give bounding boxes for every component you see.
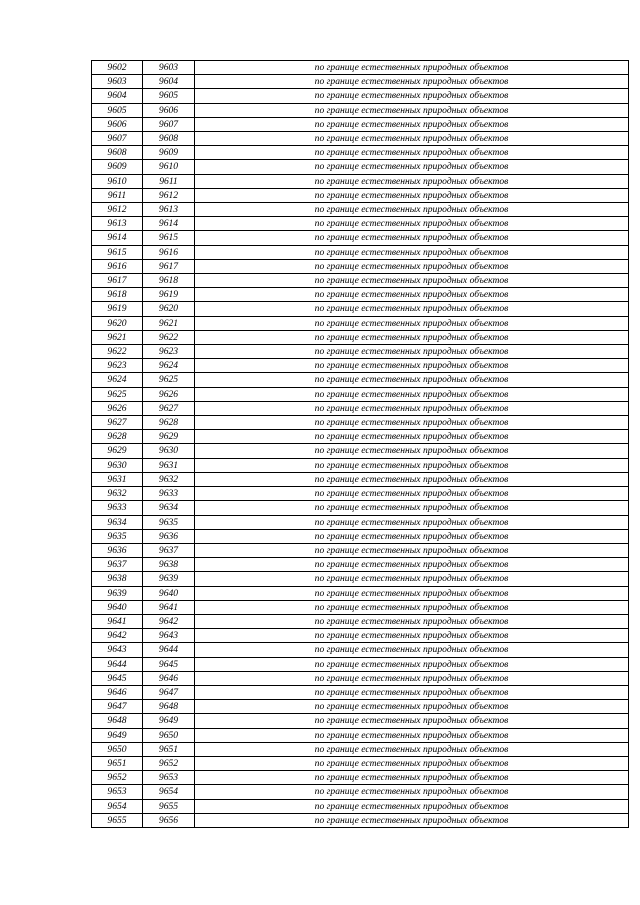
boundary-description-cell: по границе естественных природных объектов	[195, 472, 629, 486]
point-to-cell: 9627	[143, 401, 195, 415]
boundary-description-cell: по границе естественных природных объектов	[195, 643, 629, 657]
table-row	[92, 785, 629, 799]
point-from-cell: 9648	[92, 714, 143, 728]
table-row	[92, 629, 629, 643]
table-row	[92, 401, 629, 415]
point-from-cell: 9620	[92, 316, 143, 330]
table-row	[92, 728, 629, 742]
point-from-cell: 9636	[92, 543, 143, 557]
table-row	[92, 359, 629, 373]
table-row	[92, 799, 629, 813]
point-to-cell: 9620	[143, 302, 195, 316]
point-to-cell: 9653	[143, 771, 195, 785]
boundary-description-cell: по границе естественных природных объектов	[195, 160, 629, 174]
table-row	[92, 487, 629, 501]
table-row	[92, 458, 629, 472]
point-from-cell: 9639	[92, 586, 143, 600]
point-to-cell: 9617	[143, 259, 195, 273]
point-from-cell: 9633	[92, 501, 143, 515]
table-row	[92, 600, 629, 614]
table-row	[92, 316, 629, 330]
point-to-cell: 9629	[143, 430, 195, 444]
point-to-cell: 9624	[143, 359, 195, 373]
table-row	[92, 657, 629, 671]
point-from-cell: 9652	[92, 771, 143, 785]
point-to-cell: 9607	[143, 117, 195, 131]
point-to-cell: 9639	[143, 572, 195, 586]
point-from-cell: 9651	[92, 756, 143, 770]
point-to-cell: 9648	[143, 700, 195, 714]
boundary-description-cell: по границе естественных природных объектов	[195, 813, 629, 827]
point-from-cell: 9616	[92, 259, 143, 273]
point-from-cell: 9654	[92, 799, 143, 813]
boundary-description-cell: по границе естественных природных объектов	[195, 458, 629, 472]
table-row	[92, 217, 629, 231]
boundary-description-cell: по границе естественных природных объектов	[195, 501, 629, 515]
point-from-cell: 9617	[92, 274, 143, 288]
boundary-description-cell: по границе естественных природных объектов	[195, 529, 629, 543]
point-to-cell: 9628	[143, 416, 195, 430]
point-from-cell: 9632	[92, 487, 143, 501]
boundary-description-cell: по границе естественных природных объектов	[195, 785, 629, 799]
point-from-cell: 9622	[92, 345, 143, 359]
point-to-cell: 9654	[143, 785, 195, 799]
table-row	[92, 558, 629, 572]
table-row	[92, 89, 629, 103]
table-row	[92, 259, 629, 273]
table-row	[92, 61, 629, 75]
table-row	[92, 671, 629, 685]
boundary-description-cell: по границе естественных природных объектов	[195, 103, 629, 117]
boundary-description-cell: по границе естественных природных объектов	[195, 288, 629, 302]
boundary-description-cell: по границе естественных природных объектов	[195, 61, 629, 75]
point-to-cell: 9652	[143, 756, 195, 770]
point-from-cell: 9602	[92, 61, 143, 75]
table-row	[92, 416, 629, 430]
point-to-cell: 9609	[143, 146, 195, 160]
point-to-cell: 9644	[143, 643, 195, 657]
point-to-cell: 9655	[143, 799, 195, 813]
point-to-cell: 9605	[143, 89, 195, 103]
boundary-description-cell: по границе естественных природных объектов	[195, 174, 629, 188]
table-row	[92, 444, 629, 458]
point-to-cell: 9638	[143, 558, 195, 572]
table-row	[92, 501, 629, 515]
point-from-cell: 9635	[92, 529, 143, 543]
point-to-cell: 9604	[143, 75, 195, 89]
boundary-description-cell: по границе естественных природных объектов	[195, 771, 629, 785]
point-to-cell: 9603	[143, 61, 195, 75]
point-to-cell: 9645	[143, 657, 195, 671]
point-to-cell: 9636	[143, 529, 195, 543]
boundary-description-cell: по границе естественных природных объектов	[195, 600, 629, 614]
boundary-description-cell: по границе естественных природных объектов	[195, 657, 629, 671]
boundary-description-cell: по границе естественных природных объектов	[195, 728, 629, 742]
point-from-cell: 9647	[92, 700, 143, 714]
table-row	[92, 515, 629, 529]
point-from-cell: 9612	[92, 203, 143, 217]
point-to-cell: 9640	[143, 586, 195, 600]
boundary-description-cell: по границе естественных природных объектов	[195, 742, 629, 756]
table-row	[92, 742, 629, 756]
point-from-cell: 9627	[92, 416, 143, 430]
table-row	[92, 387, 629, 401]
boundary-description-cell: по границе естественных природных объектов	[195, 714, 629, 728]
boundary-description-cell: по границе естественных природных объектов	[195, 302, 629, 316]
point-to-cell: 9616	[143, 245, 195, 259]
point-to-cell: 9650	[143, 728, 195, 742]
point-to-cell: 9641	[143, 600, 195, 614]
point-to-cell: 9634	[143, 501, 195, 515]
point-from-cell: 9609	[92, 160, 143, 174]
boundary-description-cell: по границе естественных природных объектов	[195, 700, 629, 714]
point-to-cell: 9618	[143, 274, 195, 288]
point-to-cell: 9633	[143, 487, 195, 501]
boundary-description-cell: по границе естественных природных объектов	[195, 487, 629, 501]
point-from-cell: 9626	[92, 401, 143, 415]
point-to-cell: 9656	[143, 813, 195, 827]
point-from-cell: 9653	[92, 785, 143, 799]
point-to-cell: 9621	[143, 316, 195, 330]
point-from-cell: 9642	[92, 629, 143, 643]
table-row	[92, 302, 629, 316]
point-from-cell: 9608	[92, 146, 143, 160]
table-row	[92, 771, 629, 785]
table-row	[92, 231, 629, 245]
boundary-description-cell: по границе естественных природных объектов	[195, 259, 629, 273]
point-to-cell: 9612	[143, 188, 195, 202]
table-row	[92, 288, 629, 302]
boundary-description-cell: по границе естественных природных объектов	[195, 274, 629, 288]
boundary-description-cell: по границе естественных природных объектов	[195, 629, 629, 643]
point-from-cell: 9606	[92, 117, 143, 131]
table-row	[92, 203, 629, 217]
boundary-description-cell: по границе естественных природных объектов	[195, 572, 629, 586]
boundary-description-cell: по границе естественных природных объектов	[195, 685, 629, 699]
point-to-cell: 9613	[143, 203, 195, 217]
boundary-description-cell: по границе естественных природных объектов	[195, 345, 629, 359]
boundary-description-cell: по границе естественных природных объектов	[195, 188, 629, 202]
point-from-cell: 9604	[92, 89, 143, 103]
table-row	[92, 813, 629, 827]
table-row	[92, 188, 629, 202]
point-from-cell: 9655	[92, 813, 143, 827]
table-row	[92, 174, 629, 188]
point-to-cell: 9646	[143, 671, 195, 685]
table-row	[92, 430, 629, 444]
point-to-cell: 9619	[143, 288, 195, 302]
point-from-cell: 9607	[92, 132, 143, 146]
boundary-description-cell: по границе естественных природных объектов	[195, 401, 629, 415]
point-from-cell: 9641	[92, 614, 143, 628]
boundary-description-cell: по границе естественных природных объектов	[195, 444, 629, 458]
boundary-description-cell: по границе естественных природных объектов	[195, 231, 629, 245]
table-row	[92, 345, 629, 359]
point-from-cell: 9615	[92, 245, 143, 259]
boundary-description-cell: по границе естественных природных объектов	[195, 373, 629, 387]
point-from-cell: 9619	[92, 302, 143, 316]
point-from-cell: 9649	[92, 728, 143, 742]
table-row	[92, 274, 629, 288]
point-to-cell: 9630	[143, 444, 195, 458]
point-from-cell: 9613	[92, 217, 143, 231]
boundary-description-cell: по границе естественных природных объектов	[195, 756, 629, 770]
table-row	[92, 700, 629, 714]
table-body	[92, 61, 629, 828]
point-from-cell: 9611	[92, 188, 143, 202]
boundary-description-cell: по границе естественных природных объектов	[195, 515, 629, 529]
point-from-cell: 9634	[92, 515, 143, 529]
point-to-cell: 9651	[143, 742, 195, 756]
point-to-cell: 9647	[143, 685, 195, 699]
boundary-description-cell: по границе естественных природных объектов	[195, 217, 629, 231]
table-row	[92, 586, 629, 600]
boundary-description-cell: по границе естественных природных объектов	[195, 671, 629, 685]
point-to-cell: 9611	[143, 174, 195, 188]
table-row	[92, 614, 629, 628]
point-from-cell: 9618	[92, 288, 143, 302]
point-from-cell: 9625	[92, 387, 143, 401]
table-row	[92, 714, 629, 728]
boundary-description-cell: по границе естественных природных объектов	[195, 89, 629, 103]
boundary-description-cell: по границе естественных природных объектов	[195, 203, 629, 217]
point-from-cell: 9646	[92, 685, 143, 699]
point-to-cell: 9643	[143, 629, 195, 643]
table-row	[92, 373, 629, 387]
point-from-cell: 9614	[92, 231, 143, 245]
table-row	[92, 75, 629, 89]
boundary-description-cell: по границе естественных природных объектов	[195, 146, 629, 160]
boundary-description-cell: по границе естественных природных объектов	[195, 430, 629, 444]
point-from-cell: 9624	[92, 373, 143, 387]
table-row	[92, 103, 629, 117]
point-from-cell: 9605	[92, 103, 143, 117]
boundary-description-cell: по границе естественных природных объектов	[195, 586, 629, 600]
table-row	[92, 572, 629, 586]
point-to-cell: 9615	[143, 231, 195, 245]
point-from-cell: 9630	[92, 458, 143, 472]
boundary-description-cell: по границе естественных природных объектов	[195, 75, 629, 89]
boundary-description-cell: по границе естественных природных объектов	[195, 117, 629, 131]
point-from-cell: 9640	[92, 600, 143, 614]
point-from-cell: 9621	[92, 330, 143, 344]
point-to-cell: 9635	[143, 515, 195, 529]
point-from-cell: 9610	[92, 174, 143, 188]
table-row	[92, 756, 629, 770]
point-from-cell: 9645	[92, 671, 143, 685]
point-to-cell: 9637	[143, 543, 195, 557]
boundary-description-cell: по границе естественных природных объектов	[195, 614, 629, 628]
boundary-description-cell: по границе естественных природных объектов	[195, 330, 629, 344]
point-to-cell: 9610	[143, 160, 195, 174]
table-row	[92, 132, 629, 146]
point-to-cell: 9625	[143, 373, 195, 387]
table-row	[92, 330, 629, 344]
table-row	[92, 685, 629, 699]
point-from-cell: 9643	[92, 643, 143, 657]
boundary-description-cell: по границе естественных природных объектов	[195, 416, 629, 430]
table-row	[92, 529, 629, 543]
point-to-cell: 9608	[143, 132, 195, 146]
point-from-cell: 9631	[92, 472, 143, 486]
boundary-description-cell: по границе естественных природных объектов	[195, 387, 629, 401]
boundary-description-cell: по границе естественных природных объектов	[195, 316, 629, 330]
table-row	[92, 472, 629, 486]
point-to-cell: 9626	[143, 387, 195, 401]
point-from-cell: 9638	[92, 572, 143, 586]
point-from-cell: 9628	[92, 430, 143, 444]
point-from-cell: 9603	[92, 75, 143, 89]
table-row	[92, 543, 629, 557]
point-from-cell: 9629	[92, 444, 143, 458]
point-to-cell: 9631	[143, 458, 195, 472]
boundary-description-cell: по границе естественных природных объектов	[195, 359, 629, 373]
point-to-cell: 9642	[143, 614, 195, 628]
point-from-cell: 9637	[92, 558, 143, 572]
point-to-cell: 9614	[143, 217, 195, 231]
point-to-cell: 9632	[143, 472, 195, 486]
boundary-description-cell: по границе естественных природных объектов	[195, 132, 629, 146]
point-to-cell: 9622	[143, 330, 195, 344]
point-to-cell: 9649	[143, 714, 195, 728]
table-row	[92, 117, 629, 131]
point-to-cell: 9623	[143, 345, 195, 359]
boundary-description-cell: по границе естественных природных объектов	[195, 543, 629, 557]
boundary-description-cell: по границе естественных природных объектов	[195, 245, 629, 259]
boundary-description-cell: по границе естественных природных объектов	[195, 558, 629, 572]
point-to-cell: 9606	[143, 103, 195, 117]
point-from-cell: 9644	[92, 657, 143, 671]
point-from-cell: 9650	[92, 742, 143, 756]
boundary-description-cell: по границе естественных природных объектов	[195, 799, 629, 813]
table-row	[92, 160, 629, 174]
table-row	[92, 643, 629, 657]
point-from-cell: 9623	[92, 359, 143, 373]
table-row	[92, 146, 629, 160]
table-row	[92, 245, 629, 259]
boundary-points-table	[91, 60, 629, 828]
